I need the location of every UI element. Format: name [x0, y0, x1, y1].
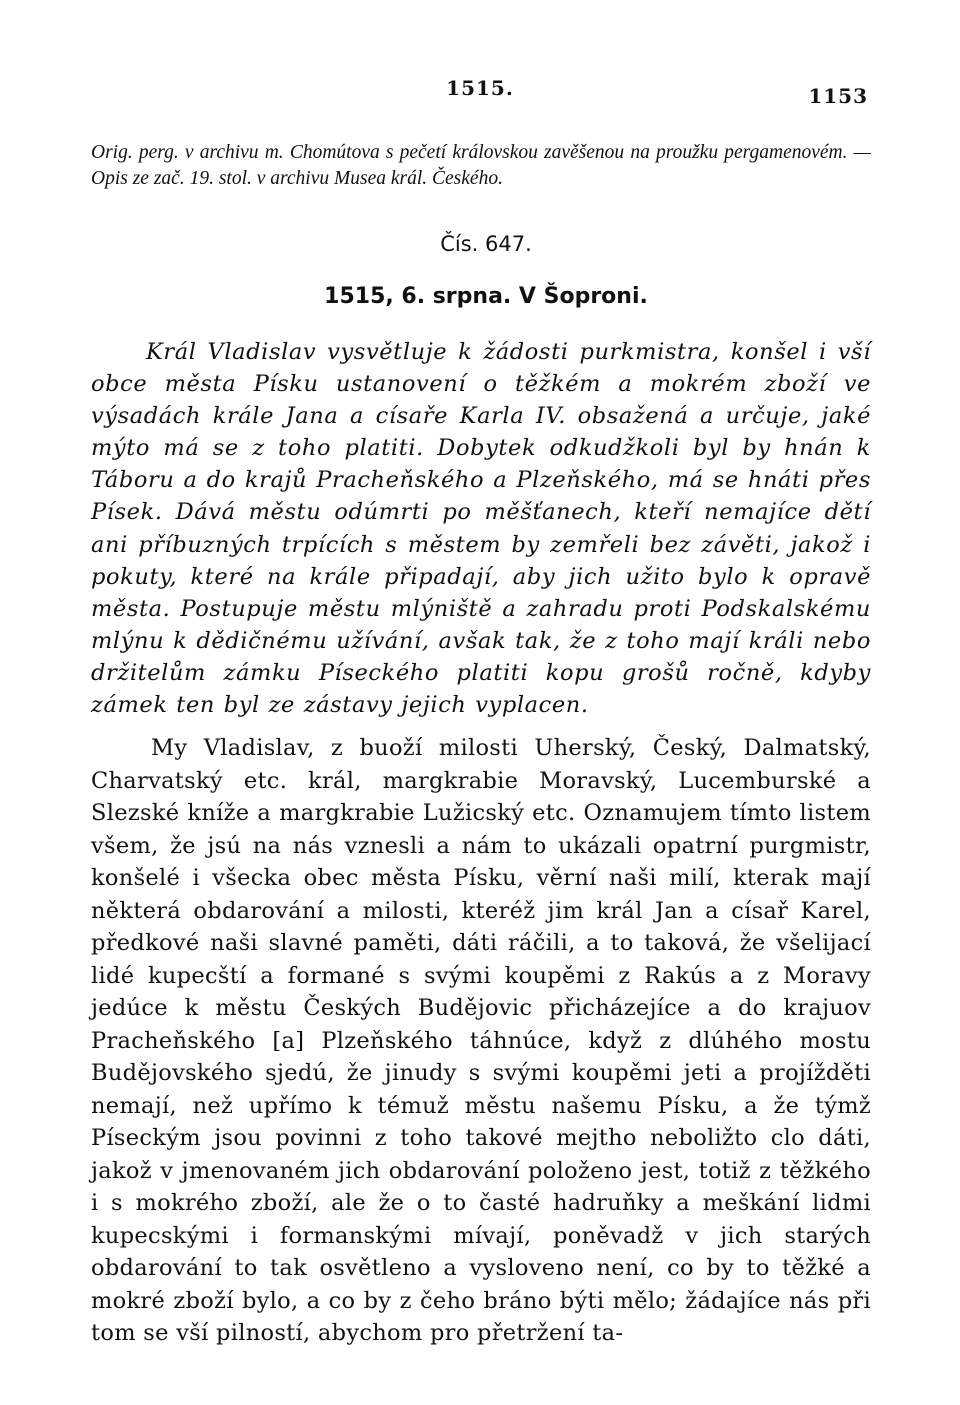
- source-note: Orig. perg. v archivu m. Chomútova s pečetí královskou zavěšenou na proužku pergamenovém. — Opis ze zač. 19. stol. v archivu Musea král. Českého.: [91, 142, 871, 189]
- running-header-year: 1515.: [446, 76, 514, 100]
- page-number: 1153: [808, 84, 868, 108]
- document-body-text: My Vladislav, z buoží milosti Uherský, Český, Dalmatský, Charvatský etc. král, margkrabie Moravský, Lucemburské a Slezské kníže a margkrabie Lužicský etc. Oznamujem tímto listem všem, že jsú na nás vznesli a nám to ukázali opatrní purgmistr, konšelé i všecka obec města Písku, věrní naši milí, kterak mají některá obdarování a milosti, kteréž jim král Jan a císař Karel, předkové naši slavné paměti, dáti ráčili, a to taková, že všelijací lidé kupecští a formané s svými koupěmi z Rakús a z Moravy jedúce k městu Českých Budějovic přicházejíce a do krajuov Pracheňského [a] Plzeňského táhnúce, když z dlúhého mostu Budějovského sjedú, že jinudy s svými koupěmi jeti a projížděti nemají, než upřímo k témuž městu našemu Písku, a že týmž Píseckým jsou povinni z toho takové mejtho neboližto clo dáti, jakož v jmenovaném jich obdarování položeno jest, totiž z těžkého i s mokrého zboží, ale že o to časté hadruňky a meškání lidmi kupecskými i formanskými mívají, poněvadž v jich starých obdarování to tak osvětleno a vysloveno není, co by to těžké a mokré zboží bylo, a co by z čeho bráno býti mělo; žádajíce nás při tom se vší pilností, abychom pro přetržení ta-: [91, 735, 871, 1346]
- document-date-place: 1515, 6. srpna. V Šoproni.: [324, 284, 648, 309]
- document-number: Čís. 647.: [440, 232, 532, 256]
- document-regest: Král Vladislav vysvětluje k žádosti purkmistra, konšel i vší obce města Písku ustanovení o těžkém a mokrém zboží ve výsadách krále Jana a císaře Karla IV. obsažená a určuje, jaké mýto má se z toho platiti. Dobytek odkudžkoli byl by hnán k Táboru a do krajů Pracheňského a Plzeňského, má se hnáti přes Písek. Dává městu odúmrti po měšťanech, kteří nemajíce dětí ani příbuzných trpících s městem by zemřeli bez závěti, jakož i pokuty, které na krále připadají, aby jich užito bylo k opravě města. Postupuje městu mlýniště a zahradu proti Podskalskému mlýnu k dědičnému užívání, avšak tak, že z toho mají králi nebo držitelům zámku Píseckého platiti kopu grošů ročně, kdyby zámek ten byl ze zástavy jejich vyplacen.: [91, 339, 871, 719]
